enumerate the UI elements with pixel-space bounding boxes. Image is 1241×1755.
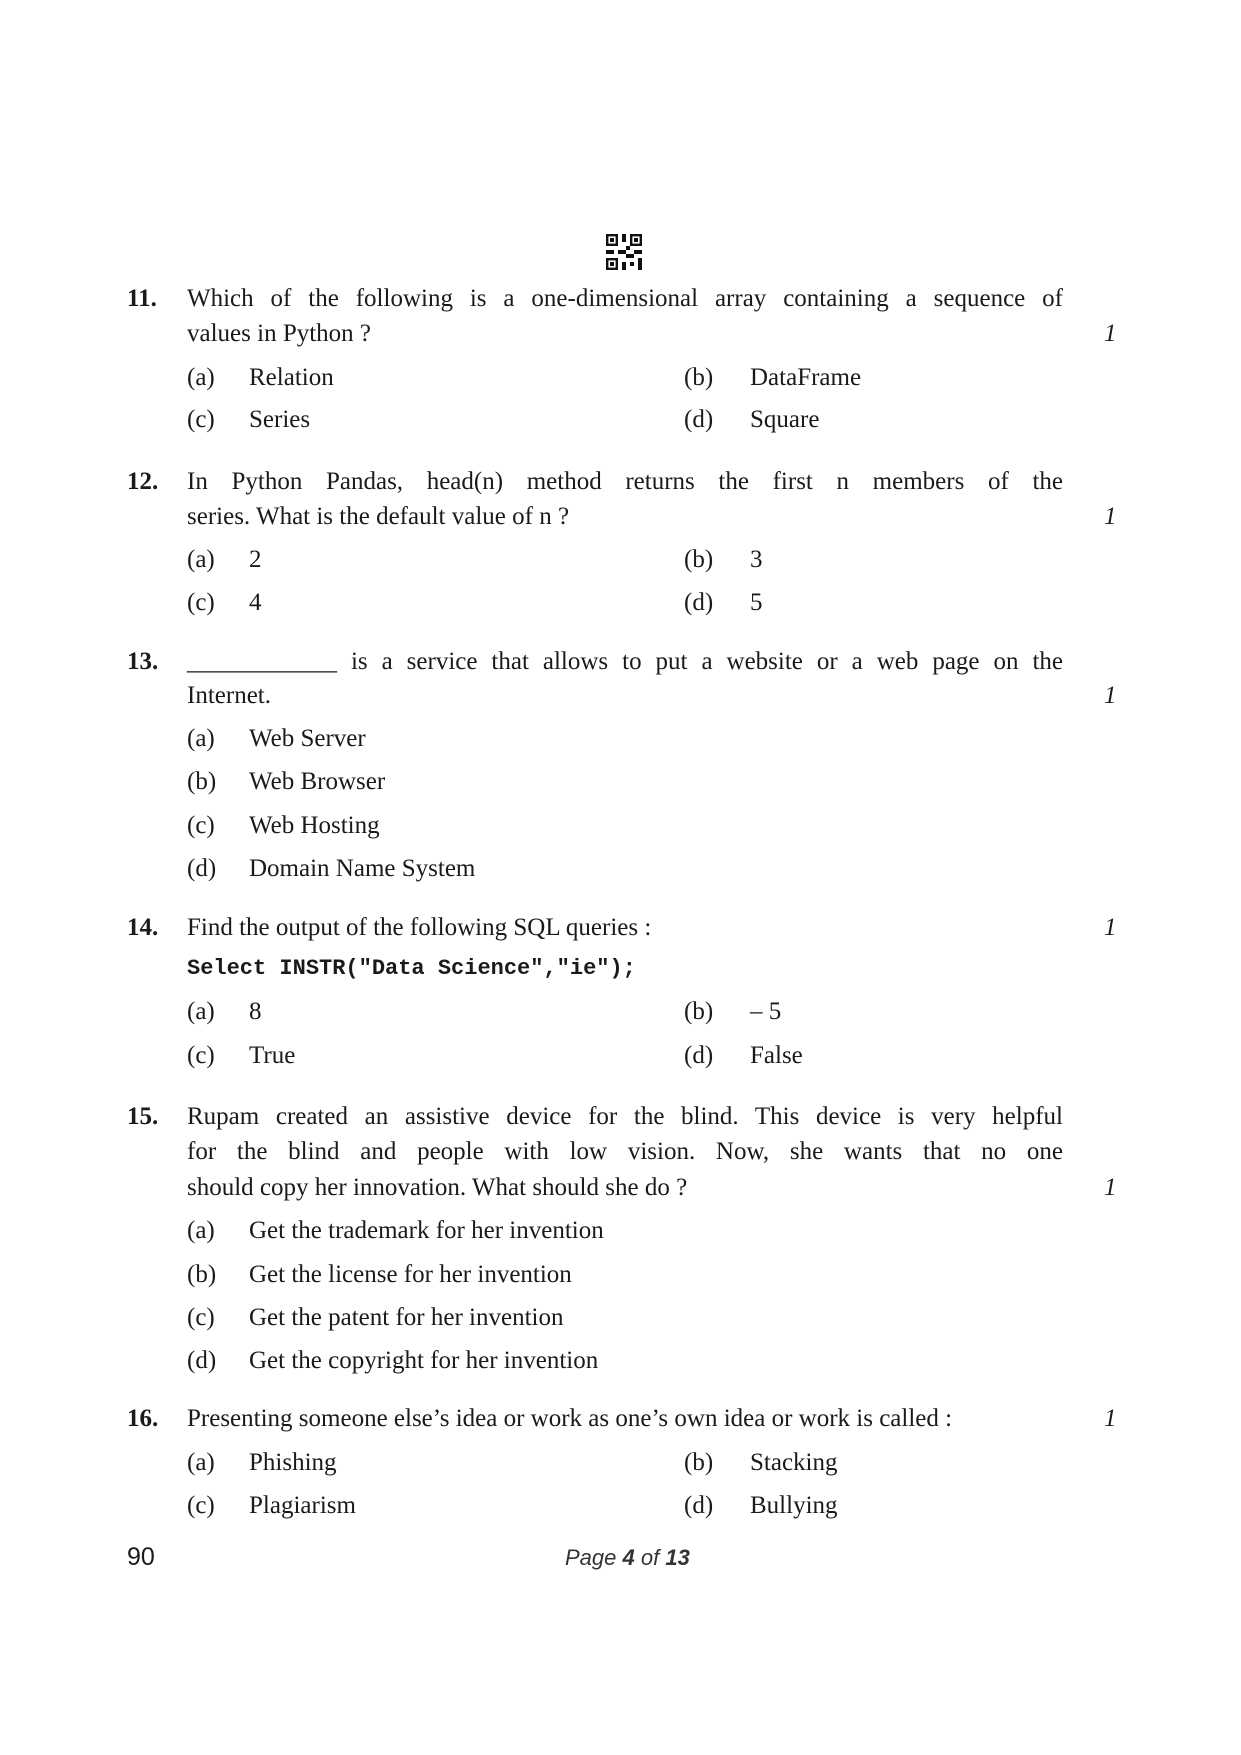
option-text: Get the license for her invention (249, 1261, 572, 1288)
option-text: Web Server (249, 725, 366, 752)
question-text-line: Internet. (187, 682, 271, 709)
option-text: Web Hosting (249, 812, 380, 839)
question-text-line: Rupam created an assistive device for the blind. This device is very helpful (187, 1103, 1063, 1130)
option-text: 5 (750, 589, 763, 616)
option-text: Domain Name System (249, 855, 476, 882)
option-text: 2 (249, 546, 262, 573)
option-text: False (750, 1042, 803, 1069)
option-label: (a) (187, 364, 215, 391)
option-label: (b) (684, 546, 714, 573)
option-label: (d) (684, 406, 714, 433)
option-label: (c) (187, 812, 215, 839)
option-label: (d) (684, 1042, 714, 1069)
option-text: Plagiarism (249, 1492, 356, 1519)
question-text-line: ____________ is a service that allows to put a website or a web page on the (187, 648, 1063, 675)
marks: 1 (1104, 914, 1117, 941)
option-label: (c) (187, 1304, 215, 1331)
option-label: (b) (187, 1261, 217, 1288)
page-of: of (640, 1545, 660, 1570)
option-label: (d) (187, 1347, 217, 1374)
option-label: (b) (684, 1449, 714, 1476)
option-label: (b) (684, 364, 714, 391)
option-text: Get the trademark for her invention (249, 1217, 604, 1244)
question-number: 14. (127, 914, 159, 941)
question-number: 11. (127, 285, 157, 312)
marks: 1 (1104, 503, 1117, 530)
marks: 1 (1104, 1174, 1117, 1201)
question-text-line: In Python Pandas, head(n) method returns the first n members of the (187, 468, 1063, 495)
option-label: (a) (187, 1217, 215, 1244)
option-label: (c) (187, 589, 215, 616)
qr-code-icon (606, 234, 642, 270)
option-label: (a) (187, 1449, 215, 1476)
option-label: (c) (187, 406, 215, 433)
option-label: (d) (684, 589, 714, 616)
option-text: Get the copyright for her invention (249, 1347, 599, 1374)
question-number: 15. (127, 1103, 159, 1130)
question-text-line: Find the output of the following SQL queries : (187, 914, 652, 941)
option-text: Get the patent for her invention (249, 1304, 564, 1331)
question-text-line: for the blind and people with low vision. Now, she wants that no one (187, 1138, 1063, 1165)
page-current: 4 (622, 1545, 635, 1570)
option-text: Relation (249, 364, 334, 391)
option-label: (c) (187, 1492, 215, 1519)
option-label: (a) (187, 546, 215, 573)
question-number: 13. (127, 648, 159, 675)
option-text: 4 (249, 589, 262, 616)
sql-query: Select INSTR("Data Science","ie"); (187, 956, 636, 981)
option-text: – 5 (750, 998, 782, 1025)
option-label: (b) (684, 998, 714, 1025)
option-label: (d) (684, 1492, 714, 1519)
option-label: (b) (187, 768, 217, 795)
option-text: True (249, 1042, 296, 1069)
option-text: Bullying (750, 1492, 838, 1519)
option-text: Phishing (249, 1449, 337, 1476)
marks: 1 (1104, 682, 1117, 709)
question-text-line: Presenting someone else’s idea or work as one’s own idea or work is called : (187, 1405, 953, 1432)
page-prefix: Page (565, 1545, 617, 1570)
option-text: 3 (750, 546, 763, 573)
question-text-line: should copy her innovation. What should she do ? (187, 1174, 688, 1201)
question-text-line: Which of the following is a one-dimensional array containing a sequence of (187, 285, 1063, 312)
option-label: (c) (187, 1042, 215, 1069)
option-text: Square (750, 406, 820, 433)
page-total: 13 (665, 1545, 690, 1570)
question-number: 16. (127, 1405, 159, 1432)
option-text: Stacking (750, 1449, 838, 1476)
option-text: 8 (249, 998, 262, 1025)
option-text: Series (249, 406, 311, 433)
page-number (565, 1545, 690, 1571)
question-number: 12. (127, 468, 159, 495)
question-text-line: series. What is the default value of n ? (187, 503, 570, 530)
paper-code: 90 (127, 1543, 155, 1571)
option-text: Web Browser (249, 768, 386, 795)
marks: 1 (1104, 1405, 1117, 1432)
option-label: (d) (187, 855, 217, 882)
question-text-line: values in Python ? (187, 320, 372, 347)
option-label: (a) (187, 998, 215, 1025)
option-text: DataFrame (750, 364, 862, 391)
marks: 1 (1104, 320, 1117, 347)
option-label: (a) (187, 725, 215, 752)
